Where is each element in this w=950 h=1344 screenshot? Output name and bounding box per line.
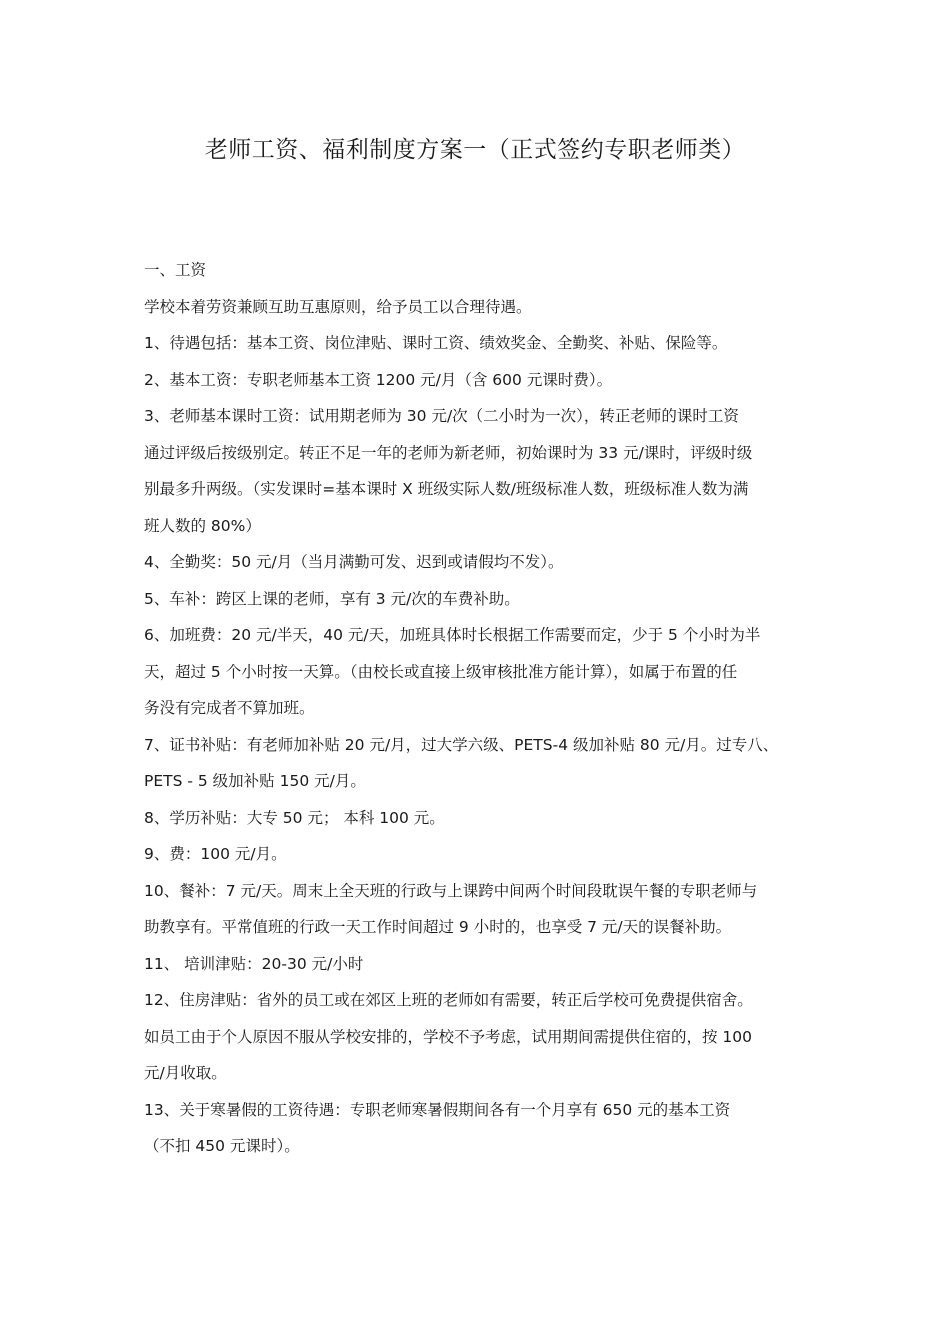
paragraph-line: 学校本着劳资兼顾互助互惠原则，给予员工以合理待遇。	[144, 297, 532, 316]
paragraph-line: 天，超过 5 个小时按一天算。（由校长或直接上级审核批准方能计算），如属于布置的任	[144, 662, 738, 681]
paragraph-line: 6、加班费：20 元/半天，40 元/天，加班具体时长根据工作需要而定，少于 5 个小时为半	[144, 626, 761, 644]
document-body	[144, 252, 824, 1165]
paragraph-line: 班人数的 80%）	[144, 516, 261, 535]
section-heading: 一、工资	[144, 261, 207, 279]
paragraph-line: 5、车补：跨区上课的老师，享有 3 元/次的车费补助。	[144, 589, 520, 608]
paragraph-line: 7、证书补贴：有老师加补贴 20 元/月，过大学六级、PETS-4 级加补贴 80 元/月。过专八、	[144, 735, 779, 754]
paragraph-line: 10、餐补：7 元/天。周末上全天班的行政与上课跨中间两个时间段耽误午餐的专职老师与	[144, 881, 758, 900]
paragraph-line: 元/月收取。	[144, 1064, 227, 1082]
paragraph-line: （不扣 450 元课时）。	[144, 1137, 300, 1155]
paragraph-line: 2、基本工资：专职老师基本工资 1200 元/月（含 600 元课时费）。	[144, 370, 613, 389]
paragraph-line: 13、关于寒暑假的工资待遇：专职老师寒暑假期间各有一个月享有 650 元的基本工资	[144, 1100, 731, 1119]
document-title: 老师工资、福利制度方案一（正式签约专职老师类）	[204, 137, 746, 163]
paragraph-line: 助教享有。平常值班的行政一天工作时间超过 9 小时的，也享受 7 元/天的误餐补助。	[144, 918, 732, 936]
paragraph-line: 通过评级后按级别定。转正不足一年的老师为新老师，初始课时为 33 元/课时，评级时级	[144, 443, 753, 462]
paragraph-line: 务没有完成者不算加班。	[144, 699, 315, 717]
paragraph-line: 9、费：100 元/月。	[144, 845, 287, 863]
paragraph-line: 11、 培训津贴：20-30 元/小时	[144, 954, 364, 973]
paragraph-line: 4、全勤奖：50 元/月（当月满勤可发、迟到或请假均不发）。	[144, 553, 564, 571]
paragraph-line: 12、住房津贴：省外的员工或在郊区上班的老师如有需要，转正后学校可免费提供宿舍。	[144, 991, 753, 1009]
paragraph-line: PETS - 5 级加补贴 150 元/月。	[144, 772, 366, 790]
paragraph-line: 1、待遇包括：基本工资、岗位津贴、课时工资、绩效奖金、全勤奖、补贴、保险等。	[144, 334, 728, 352]
paragraph-line: 如员工由于个人原因不服从学校安排的，学校不予考虑，试用期间需提供住宿的，按 100	[144, 1027, 753, 1046]
paragraph-line: 3、老师基本课时工资：试用期老师为 30 元/次（二小时为一次），转正老师的课时工资	[144, 407, 739, 425]
paragraph-line: 8、学历补贴：大专 50 元； 本科 100 元。	[144, 808, 445, 827]
paragraph-line: 别最多升两级。（实发课时=基本课时 X 班级实际人数/班级标准人数，班级标准人数为满	[144, 480, 749, 498]
